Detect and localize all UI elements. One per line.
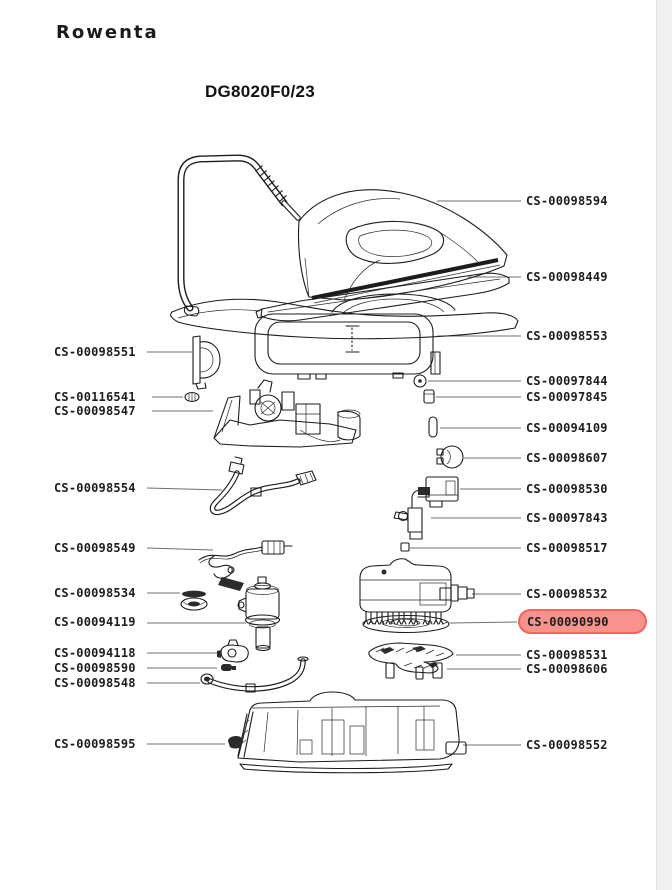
part-label-cs-00098607[interactable]: CS-00098607 <box>526 451 608 465</box>
part-label-cs-00098532[interactable]: CS-00098532 <box>526 587 608 601</box>
part-label-cs-00094109[interactable]: CS-00094109 <box>526 421 608 435</box>
part-label-cs-00098551[interactable]: CS-00098551 <box>54 345 136 359</box>
part-label-cs-00098590[interactable]: CS-00098590 <box>54 661 136 675</box>
part-label-cs-00098449[interactable]: CS-00098449 <box>526 270 608 284</box>
part-label-cs-00097843[interactable]: CS-00097843 <box>526 511 608 525</box>
valve-part <box>217 640 248 662</box>
part-label-cs-00094118[interactable]: CS-00094118 <box>54 646 136 660</box>
part-label-cs-00116541[interactable]: CS-00116541 <box>54 390 136 404</box>
base-housing <box>238 692 466 773</box>
part-label-cs-00098553[interactable]: CS-00098553 <box>526 329 608 343</box>
small-parts-column <box>394 375 463 551</box>
cord-guide <box>181 158 298 316</box>
part-label-cs-00098549[interactable]: CS-00098549 <box>54 541 136 555</box>
water-tank <box>255 314 440 379</box>
pump-assembly <box>214 380 360 447</box>
water-hose <box>201 657 308 692</box>
part-label-cs-00098531[interactable]: CS-00098531 <box>526 648 608 662</box>
boiler-unit <box>360 559 474 624</box>
housing-tray <box>171 294 518 339</box>
wiring-harness <box>199 541 292 591</box>
part-label-cs-00098534[interactable]: CS-00098534 <box>54 586 136 600</box>
pump-unit <box>238 577 280 651</box>
part-label-cs-00098517[interactable]: CS-00098517 <box>526 541 608 555</box>
part-label-cs-00090990-highlighted[interactable]: CS-00090990 <box>527 615 609 629</box>
part-label-cs-00098606[interactable]: CS-00098606 <box>526 662 608 676</box>
cap-part <box>221 664 236 671</box>
part-label-cs-00098530[interactable]: CS-00098530 <box>526 482 608 496</box>
bracket-part <box>193 336 220 389</box>
mounting-plate <box>369 643 453 673</box>
clip-part <box>185 393 199 402</box>
part-label-cs-00098552[interactable]: CS-00098552 <box>526 738 608 752</box>
steam-hose <box>213 457 316 512</box>
brand-logo: Rowenta <box>56 22 159 43</box>
washer-set <box>181 591 207 610</box>
part-label-cs-00094119[interactable]: CS-00094119 <box>54 615 136 629</box>
part-label-cs-00098548[interactable]: CS-00098548 <box>54 676 136 690</box>
part-label-cs-00098554[interactable]: CS-00098554 <box>54 481 136 495</box>
model-title: DG8020F0/23 <box>204 82 316 101</box>
part-label-cs-00098595[interactable]: CS-00098595 <box>54 737 136 751</box>
part-label-cs-00098547[interactable]: CS-00098547 <box>54 404 136 418</box>
leader-lines <box>147 201 521 745</box>
part-label-cs-00098594[interactable]: CS-00098594 <box>526 194 608 208</box>
part-label-cs-00097844[interactable]: CS-00097844 <box>526 374 608 388</box>
foot-part <box>228 736 243 749</box>
part-label-cs-00097845[interactable]: CS-00097845 <box>526 390 608 404</box>
